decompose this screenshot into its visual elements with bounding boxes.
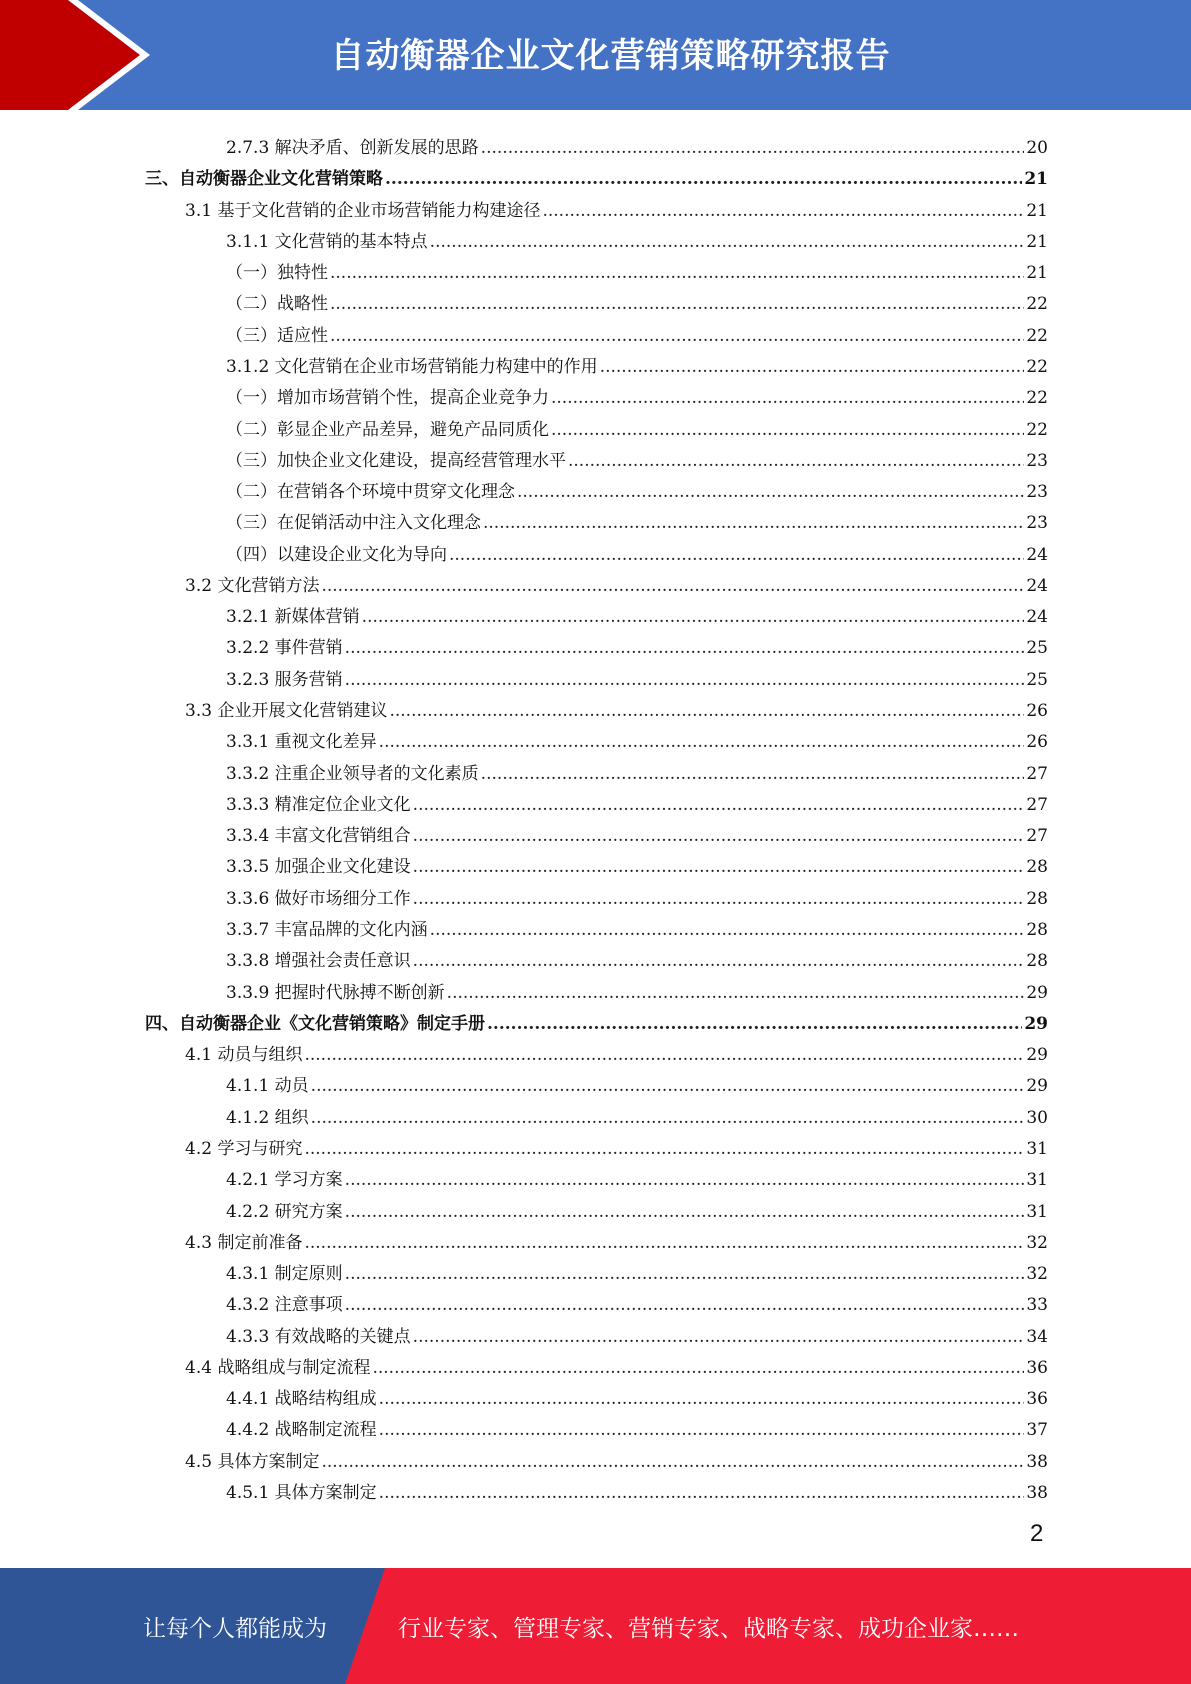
toc-entry-title: 3.3.2 注重企业领导者的文化素质 [226, 763, 479, 784]
toc-entry-title: 4.2 学习与研究 [185, 1138, 303, 1159]
toc-entry-title: 3.3 企业开展文化营销建议 [185, 701, 388, 722]
toc-leader-dots [345, 1170, 1025, 1190]
toc-entry-title: 4.4.1 战略结构组成 [226, 1389, 377, 1410]
toc-entry-title: （三）适应性 [226, 325, 328, 346]
toc-entry-page: 23 [1026, 513, 1048, 534]
toc-entry[interactable] [226, 1197, 1048, 1221]
toc-entry[interactable] [226, 289, 1048, 313]
toc-leader-dots [413, 951, 1025, 971]
toc-entry-page: 29 [1026, 982, 1048, 1003]
toc-leader-dots [430, 232, 1025, 252]
toc-leader-dots [372, 1358, 1024, 1378]
toc-entry-title: 4.3 制定前准备 [185, 1232, 303, 1253]
toc-entry-title: 4.2.2 研究方案 [226, 1201, 343, 1222]
toc-leader-dots [551, 420, 1024, 440]
toc-leader-dots [413, 826, 1025, 846]
toc-entry-page: 25 [1026, 669, 1048, 690]
toc-leader-dots [321, 1452, 1024, 1472]
toc-entry-title: 4.4.2 战略制定流程 [226, 1420, 377, 1441]
toc-entry-title: 4.3.1 制定原则 [226, 1264, 343, 1285]
toc-entry-title: （二）战略性 [226, 294, 328, 315]
toc-entry[interactable] [226, 258, 1048, 282]
toc-leader-dots [304, 1139, 1024, 1159]
toc-entry-page: 29 [1024, 1013, 1048, 1034]
toc-entry[interactable] [226, 727, 1048, 751]
toc-leader-dots [330, 263, 1024, 283]
toc-entry-page: 23 [1026, 450, 1048, 471]
toc-entry-page: 22 [1026, 325, 1048, 346]
toc-entry[interactable] [226, 352, 1048, 376]
toc-entry-page: 37 [1026, 1420, 1048, 1441]
toc-entry-title: 4.3.3 有效战略的关键点 [226, 1326, 411, 1347]
toc-entry[interactable] [226, 884, 1048, 908]
page-header [0, 0, 1191, 110]
toc-entry-page: 24 [1026, 607, 1048, 628]
toc-entry-title: （三）在促销活动中注入文化理念 [226, 513, 481, 534]
toc-leader-dots [487, 1014, 1022, 1034]
toc-entry-page: 30 [1026, 1107, 1048, 1128]
toc-leader-dots [330, 294, 1024, 314]
toc-leader-dots [385, 169, 1022, 189]
toc-entry[interactable] [226, 915, 1048, 939]
toc-entry[interactable] [185, 571, 1048, 595]
toc-entry-page: 24 [1026, 544, 1048, 565]
toc-entry-title: 3.2.3 服务营销 [226, 669, 343, 690]
toc-entry-title: 四、自动衡器企业《文化营销策略》制定手册 [145, 1013, 485, 1034]
toc-leader-dots [551, 388, 1024, 408]
toc-entry-title: 3.2.2 事件营销 [226, 638, 343, 659]
toc-entry-title: （二）在营销各个环境中贯穿文化理念 [226, 482, 515, 503]
toc-entry-page: 25 [1026, 638, 1048, 659]
toc-entry[interactable] [226, 1384, 1048, 1408]
toc-entry-title: 3.3.9 把握时代脉搏不断创新 [226, 982, 445, 1003]
toc-entry-page: 21 [1024, 169, 1048, 190]
toc-leader-dots [345, 1264, 1025, 1284]
toc-entry-title: 3.3.8 增强社会责任意识 [226, 951, 411, 972]
toc-entry[interactable] [226, 1415, 1048, 1439]
toc-leader-dots [449, 545, 1024, 565]
toc-entry-title: 4.1 动员与组织 [185, 1045, 303, 1066]
toc-entry[interactable] [145, 164, 1048, 188]
toc-leader-dots [330, 326, 1024, 346]
toc-entry-page: 28 [1026, 857, 1048, 878]
document-title: 自动衡器企业文化营销策略研究报告 [330, 36, 891, 76]
toc-leader-dots [311, 1076, 1025, 1096]
toc-leader-dots [379, 1420, 1025, 1440]
toc-entry[interactable] [226, 1322, 1048, 1346]
toc-leader-dots [379, 732, 1025, 752]
toc-entry-title: 3.1.2 文化营销在企业市场营销能力构建中的作用 [226, 356, 598, 377]
toc-entry-page: 32 [1026, 1264, 1048, 1285]
toc-entry[interactable] [185, 1353, 1048, 1377]
toc-entry-page: 22 [1026, 419, 1048, 440]
toc-entry[interactable] [226, 1103, 1048, 1127]
toc-leader-dots [362, 607, 1025, 627]
toc-entry-page: 21 [1026, 200, 1048, 221]
toc-leader-dots [413, 795, 1025, 815]
toc-entry-title: 3.3.5 加强企业文化建设 [226, 857, 411, 878]
toc-entry-page: 20 [1026, 138, 1048, 158]
toc-entry[interactable] [226, 227, 1048, 251]
toc-entry[interactable] [226, 790, 1048, 814]
toc-entry-page: 22 [1026, 356, 1048, 377]
toc-entry[interactable] [226, 759, 1048, 783]
toc-entry-title: 4.4 战略组成与制定流程 [185, 1357, 371, 1378]
toc-entry[interactable] [185, 1228, 1048, 1252]
toc-entry-title: 4.3.2 注意事项 [226, 1295, 343, 1316]
toc-entry-page: 24 [1026, 575, 1048, 596]
toc-entry-page: 31 [1026, 1170, 1048, 1191]
toc-leader-dots [321, 576, 1024, 596]
toc-entry-title: 3.3.6 做好市场细分工作 [226, 888, 411, 909]
toc-entry-page: 38 [1026, 1483, 1048, 1504]
toc-entry-title: 2.7.3 解决矛盾、创新发展的思路 [226, 138, 479, 158]
page-footer [0, 1568, 1191, 1684]
toc-leader-dots [517, 482, 1024, 502]
toc-entry[interactable] [226, 415, 1048, 439]
toc-entry-page: 26 [1026, 701, 1048, 722]
toc-entry-title: 3.1.1 文化营销的基本特点 [226, 231, 428, 252]
toc-entry-page: 22 [1026, 294, 1048, 315]
toc-entry[interactable] [226, 540, 1048, 564]
toc-entry[interactable] [226, 1259, 1048, 1283]
toc-entry-title: 3.1 基于文化营销的企业市场营销能力构建途径 [185, 200, 541, 221]
toc-entry-page: 33 [1026, 1295, 1048, 1316]
toc-entry-page: 21 [1026, 231, 1048, 252]
toc-entry[interactable] [226, 665, 1048, 689]
toc-entry-page: 26 [1026, 732, 1048, 753]
toc-entry[interactable] [145, 1009, 1048, 1033]
toc-leader-dots [542, 201, 1024, 221]
toc-entry-title: （三）加快企业文化建设，提高经营管理水平 [226, 450, 566, 471]
toc-leader-dots [413, 889, 1025, 909]
page-number: 2 [1030, 1520, 1044, 1547]
toc-entry[interactable] [185, 1447, 1048, 1471]
toc-leader-dots [413, 857, 1025, 877]
toc-entry[interactable] [226, 321, 1048, 345]
toc-entry[interactable] [226, 978, 1048, 1002]
toc-entry[interactable] [185, 1040, 1048, 1064]
toc-entry-page: 38 [1026, 1451, 1048, 1472]
toc-entry[interactable] [226, 1478, 1048, 1502]
toc-entry-page: 22 [1026, 388, 1048, 409]
toc-entry-page: 36 [1026, 1357, 1048, 1378]
toc-leader-dots [600, 357, 1025, 377]
toc-entry[interactable] [226, 133, 1048, 157]
toc-leader-dots [304, 1233, 1024, 1253]
toc-entry-title: （一）增加市场营销个性，提高企业竞争力 [226, 388, 549, 409]
toc-leader-dots [389, 701, 1024, 721]
toc-entry[interactable] [185, 196, 1048, 220]
toc-entry[interactable] [226, 633, 1048, 657]
toc-entry-title: 3.2.1 新媒体营销 [226, 607, 360, 628]
toc-entry-title: 3.3.4 丰富文化营销组合 [226, 826, 411, 847]
toc-entry-page: 21 [1026, 263, 1048, 284]
toc-entry[interactable] [226, 852, 1048, 876]
toc-entry[interactable] [226, 1071, 1048, 1095]
toc-entry[interactable] [226, 446, 1048, 470]
toc-entry-title: 4.5 具体方案制定 [185, 1451, 320, 1472]
toc-entry[interactable] [185, 1134, 1048, 1158]
toc-entry[interactable] [226, 821, 1048, 845]
toc-entry-title: （四）以建设企业文化为导向 [226, 544, 447, 565]
toc-entry-page: 28 [1026, 920, 1048, 940]
toc-leader-dots [483, 513, 1024, 533]
toc-leader-dots [345, 1202, 1025, 1222]
toc-leader-dots [430, 920, 1025, 940]
toc-entry[interactable] [226, 477, 1048, 501]
toc-leader-dots [481, 138, 1025, 158]
toc-leader-dots [379, 1389, 1025, 1409]
toc-entry[interactable] [185, 696, 1048, 720]
toc-entry-page: 28 [1026, 888, 1048, 909]
toc-entry-page: 29 [1026, 1045, 1048, 1066]
toc-entry-title: 三、自动衡器企业文化营销策略 [145, 169, 383, 190]
toc-entry-page: 23 [1026, 482, 1048, 503]
toc-leader-dots [413, 1327, 1025, 1347]
toc-leader-dots [345, 1295, 1025, 1315]
toc-entry-page: 27 [1026, 826, 1048, 847]
toc-entry-title: 4.1.2 组织 [226, 1107, 309, 1128]
toc-entry-title: 4.5.1 具体方案制定 [226, 1483, 377, 1504]
toc-entry-title: 3.3.1 重视文化差异 [226, 732, 377, 753]
toc-entry-page: 27 [1026, 794, 1048, 815]
toc-entry-title: （二）彰显企业产品差异，避免产品同质化 [226, 419, 549, 440]
toc-leader-dots [568, 451, 1024, 471]
toc-entry[interactable] [226, 602, 1048, 626]
toc-leader-dots [345, 670, 1025, 690]
toc-leader-dots [304, 1045, 1024, 1065]
toc-entry-title: 3.3.3 精准定位企业文化 [226, 794, 411, 815]
toc-entry-title: 4.1.1 动员 [226, 1076, 309, 1097]
toc-entry-title: 4.2.1 学习方案 [226, 1170, 343, 1191]
toc-entry-page: 31 [1026, 1138, 1048, 1159]
toc-entry-page: 34 [1026, 1326, 1048, 1347]
toc-entry[interactable] [226, 383, 1048, 407]
toc-entry-page: 29 [1026, 1076, 1048, 1097]
toc-leader-dots [481, 764, 1025, 784]
toc-leader-dots [311, 1108, 1025, 1128]
toc-entry-page: 28 [1026, 951, 1048, 972]
toc-entry-page: 32 [1026, 1232, 1048, 1253]
toc-entry-title: 3.3.7 丰富品牌的文化内涵 [226, 920, 428, 940]
toc-leader-dots [447, 983, 1025, 1003]
toc-entry-title: （一）独特性 [226, 263, 328, 284]
footer-slogan-left: 让每个人都能成为 [143, 1616, 327, 1642]
toc-entry[interactable] [226, 946, 1048, 970]
toc-entry-page: 36 [1026, 1389, 1048, 1410]
toc-entry[interactable] [226, 1290, 1048, 1314]
footer-slogan-right: 行业专家、管理专家、营销专家、战略专家、成功企业家…… [398, 1616, 1019, 1642]
toc-leader-dots [345, 638, 1025, 658]
toc-entry-title: 3.2 文化营销方法 [185, 575, 320, 596]
toc-entry-page: 27 [1026, 763, 1048, 784]
toc-entry[interactable] [226, 508, 1048, 532]
toc-leader-dots [379, 1483, 1025, 1503]
toc-entry[interactable] [226, 1165, 1048, 1189]
toc-entry-page: 31 [1026, 1201, 1048, 1222]
